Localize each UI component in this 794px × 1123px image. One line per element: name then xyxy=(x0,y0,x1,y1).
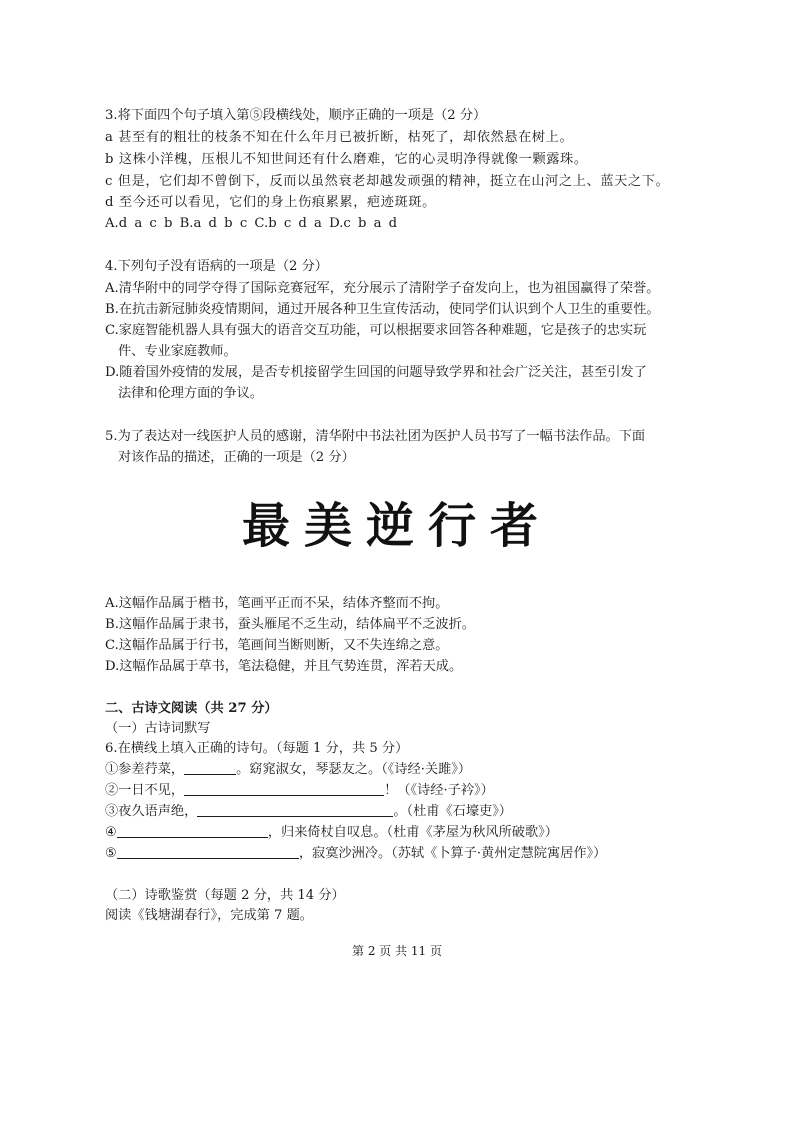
q6-line-2-post: ！（《诗经·子衿》） xyxy=(384,783,494,798)
q4-stem: 4.下列句子没有语病的一项是（2 分） xyxy=(105,259,328,274)
q4-option-b: B.在抗击新冠肺炎疫情期间，通过开展各种卫生宣传活动，使同学们认识到个人卫生的重要性。 xyxy=(105,302,660,317)
q3-options: A.d a c b B.a d b c C.b c d a D.c b a d xyxy=(105,216,398,231)
q6-line-1 xyxy=(105,760,471,780)
q4-option-c-cont: 件、专业家庭教师。 xyxy=(118,344,237,359)
q6-line-1-pre: ①参差荇菜， xyxy=(105,762,185,777)
q5-option-a: A.这幅作品属于楷书，笔画平正而不呆，结体齐整而不拘。 xyxy=(105,596,449,611)
q6-blank-1[interactable] xyxy=(184,760,236,775)
q3-sentence-c: c 但是，它们却不曾倒下，反而以虽然衰老却越发顽强的精神，挺立在山河之上、蓝天之下。 xyxy=(105,174,670,189)
q4-option-d: D.随着国外疫情的发展，是否专机接留学生回国的问题导致学界和社会广泛关注，甚至引发了 xyxy=(105,365,647,380)
q5-option-d: D.这幅作品属于草书，笔法稳健，并且气势连贯，浑若天成。 xyxy=(105,659,463,674)
q6-blank-5[interactable] xyxy=(117,844,299,859)
q6-line-2-pre: ②一日不见， xyxy=(105,783,185,798)
subsection-2-title: （二）诗歌鉴赏（每题 2 分，共 14 分） xyxy=(105,888,345,903)
q6-blank-4[interactable] xyxy=(117,823,268,838)
q6-line-1-post: 。窈窕淑女，琴瑟友之。（《诗经·关雎》） xyxy=(236,762,472,777)
q6-blank-3[interactable] xyxy=(197,802,393,817)
q5-option-c: C.这幅作品属于行书，笔画间当断则断，又不失连绵之意。 xyxy=(105,638,449,653)
calligraphy-artwork: 最美逆行者 xyxy=(241,498,552,554)
q6-blank-2[interactable] xyxy=(184,781,384,796)
q5-stem-cont: 对该作品的描述，正确的一项是（2 分） xyxy=(118,450,355,465)
q7-intro: 阅读《钱塘湖春行》，完成第 7 题。 xyxy=(105,908,313,923)
section-2-title: 二、古诗文阅读（共 27 分） xyxy=(105,701,278,716)
q5-stem: 5.为了表达对一线医护人员的感谢，清华附中书法社团为医护人员书写了一幅书法作品。下面 xyxy=(105,429,646,444)
q6-stem: 6.在横线上填入正确的诗句。（每题 1 分，共 5 分） xyxy=(105,741,409,756)
q6-line-3 xyxy=(105,802,512,822)
q6-line-2 xyxy=(105,781,494,801)
page-number-footer: 第 2 页 共 11 页 xyxy=(352,944,442,958)
q6-line-4-post: ，归来倚杖自叹息。（杜甫《茅屋为秋风所破歌》） xyxy=(267,825,558,840)
q3-stem: 3.将下面四个句子填入第⑤段横线处，顺序正确的一项是（2 分） xyxy=(105,108,487,123)
subsection-1-title: （一）古诗词默写 xyxy=(105,721,211,736)
q6-line-3-pre: ③夜久语声绝， xyxy=(105,804,198,819)
q4-option-a: A.清华附中的同学夺得了国际竞赛冠军，充分展示了清附学子奋发向上，也为祖国赢得了荣誉。 xyxy=(105,281,660,296)
q3-sentence-b: b 这株小洋槐，压根儿不知世间还有什么磨难，它的心灵明净得就像一颗露珠。 xyxy=(105,152,588,167)
q5-option-b: B.这幅作品属于隶书，蚕头雁尾不乏生动，结体扁平不乏波折。 xyxy=(105,617,475,632)
q6-line-4-pre: ④ xyxy=(105,825,117,840)
q3-sentence-d: d 至今还可以看见，它们的身上伤痕累累，疤迹斑斑。 xyxy=(105,195,436,210)
q6-line-5-post: ，寂寞沙洲冷。（苏轼《卜算子·黄州定慧院寓居作》） xyxy=(298,846,607,861)
q6-line-3-post: 。（杜甫《石壕吏》） xyxy=(393,804,512,819)
q3-sentence-a: a 甚至有的粗壮的枝条不知在什么年月已被折断，枯死了，却依然悬在树上。 xyxy=(105,130,574,145)
q4-option-c: C.家庭智能机器人具有强大的语音交互功能，可以根据要求回答各种难题，它是孩子的忠实玩 xyxy=(105,323,647,338)
q4-option-d-cont: 法律和伦理方面的争议。 xyxy=(118,386,264,401)
q6-line-5 xyxy=(105,844,606,864)
q6-line-5-pre: ⑤ xyxy=(105,846,117,861)
q6-line-4 xyxy=(105,823,558,843)
